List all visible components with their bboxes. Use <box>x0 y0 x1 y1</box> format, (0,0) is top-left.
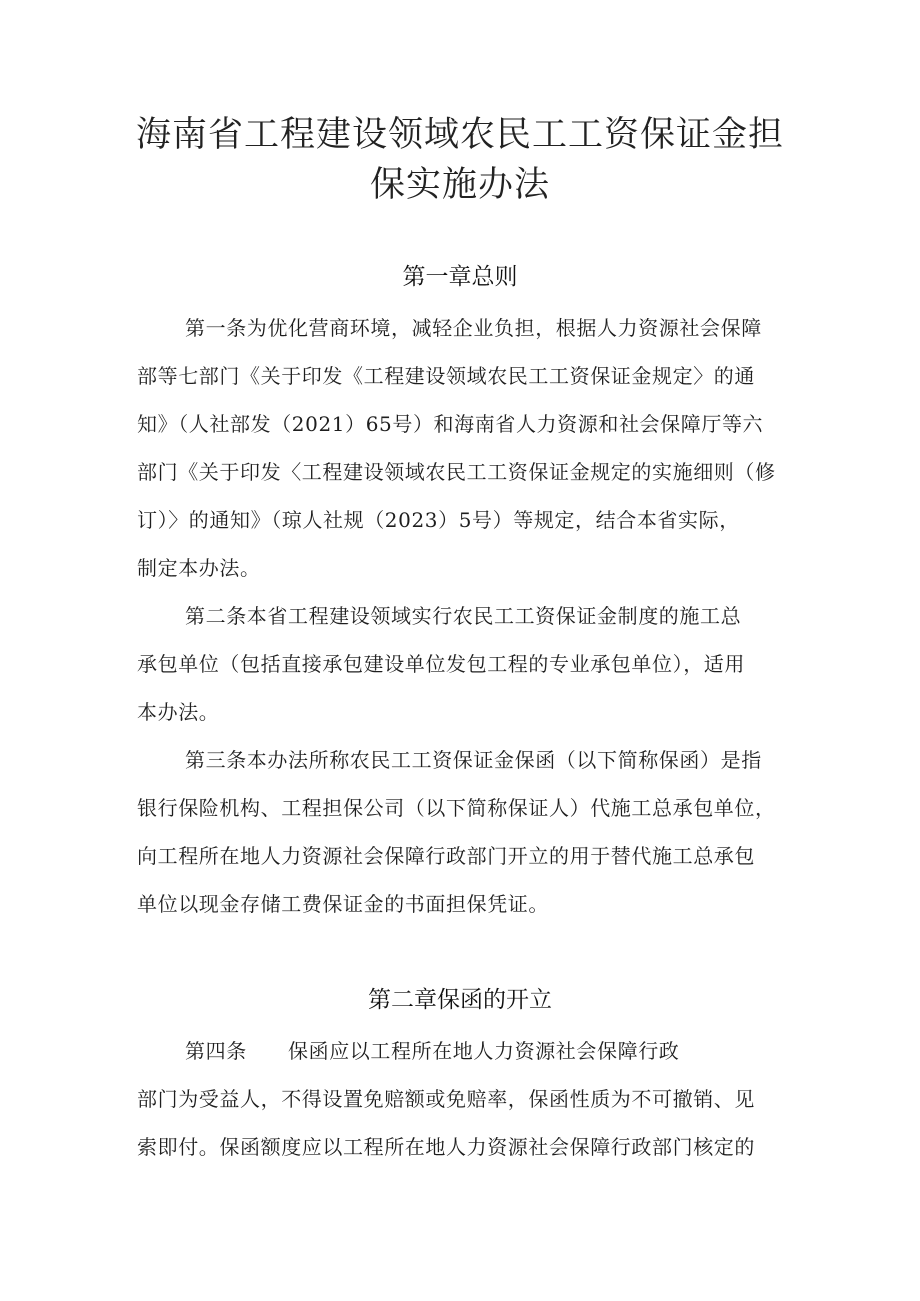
article-3 <box>137 736 797 928</box>
article-4-line: 部门为受益人，不得设置免赔额或免赔率，保函性质为不可撤销、见 <box>137 1087 755 1111</box>
article-4-line: 索即付。保函额度应以工程所在地人力资源社会保障行政部门核定的 <box>137 1135 755 1159</box>
article-3-line: 向工程所在地人力资源社会保障行政部门开立的用于替代施工总承包 <box>137 844 755 868</box>
article-2-line: 第二条本省工程建设领域实行农民工工资保证金制度的施工总 <box>185 604 742 628</box>
document-title <box>100 110 820 210</box>
article-1-line: 订）〉的通知》（琼人社规（2023）5号）等规定，结合本省实际， <box>137 508 740 532</box>
article-1-line: 制定本办法。 <box>137 556 261 580</box>
chapter-2-heading: 第二章保函的开立 <box>368 987 552 1013</box>
article-2-line: 承包单位（包括直接承包建设单位发包工程的专业承包单位），适用 <box>137 652 745 676</box>
article-3-line: 银行保险机构、工程担保公司（以下简称保证人）代施工总承包单位， <box>137 796 776 820</box>
article-1-line: 部等七部门《关于印发《工程建设领域农民工工资保证金规定〉的通 <box>137 364 755 388</box>
article-3-line: 第三条本办法所称农民工工资保证金保函（以下简称保函）是指 <box>185 748 762 772</box>
article-1-line: 知》（人社部发（2021）65号）和海南省人力资源和社会保障厅等六 <box>137 412 764 436</box>
article-2-line: 本办法。 <box>137 700 220 724</box>
article-1 <box>137 304 797 592</box>
article-1-line: 部门《关于印发〈工程建设领域农民工工资保证金规定的实施细则（修 <box>137 460 776 484</box>
article-4-line: 第四条 保函应以工程所在地人力资源社会保障行政 <box>185 1039 680 1063</box>
chapter-1-heading: 第一章总则 <box>402 264 518 290</box>
article-1-line: 第一条为优化营商环境，减轻企业负担，根据人力资源社会保障 <box>185 316 762 340</box>
title-line-1: 海南省工程建设领域农民工工资保证金担 <box>135 115 784 155</box>
article-4 <box>137 1027 797 1171</box>
article-3-line: 单位以现金存储工费保证金的书面担保凭证。 <box>137 892 549 916</box>
title-line-2: 保实施办法 <box>369 165 550 205</box>
article-2 <box>137 592 797 736</box>
